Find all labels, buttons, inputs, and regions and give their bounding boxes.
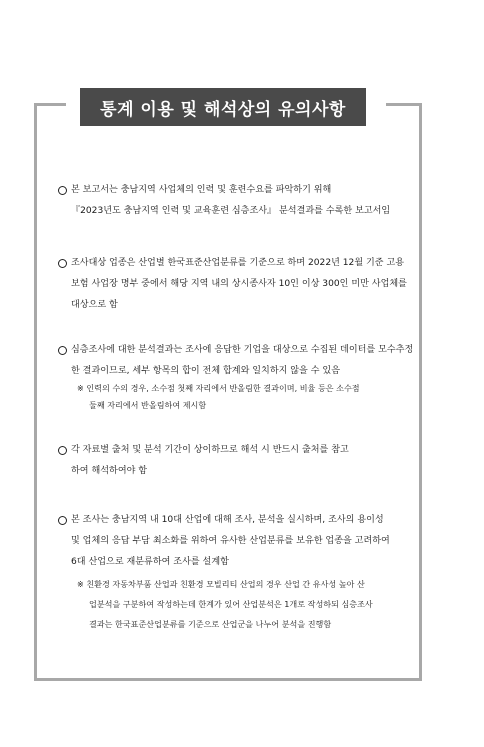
note-line: 본 보고서는 충남지역 사업체의 인력 및 훈련수요를 파악하기 위해 bbox=[71, 185, 332, 195]
note-line: 6대 산업으로 재분류하여 조사를 설계함 bbox=[71, 557, 229, 567]
bullet-icon bbox=[58, 346, 67, 355]
bullet-icon bbox=[58, 259, 67, 268]
sub-note-line: 업분석을 구분하여 작성하는데 한계가 있어 산업분석은 1개로 작성하되 심층조사 bbox=[89, 599, 373, 609]
sub-note-line: ※ 인력의 수의 경우, 소수점 첫째 자리에서 반올림한 결과이며, 비율 등은 소수점 bbox=[77, 383, 360, 393]
note-line: 및 업체의 응답 부담 최소화를 위하여 유사한 산업분류를 보유한 업종을 고려하여 bbox=[71, 536, 390, 546]
note-line: 대상으로 함 bbox=[71, 300, 118, 310]
note-line: 조사대상 업종은 산업별 한국표준산업분류를 기준으로 하며 2022년 12월 기준 고용 bbox=[71, 258, 405, 268]
sub-note-line: 둘째 자리에서 반올림하여 제시함 bbox=[89, 400, 207, 410]
sub-note-line: 결과는 한국표준산업분류를 기준으로 산업군을 나누어 분석을 진행함 bbox=[89, 619, 332, 629]
note-line: 심층조사에 대한 분석결과는 조사에 응답한 기업을 대상으로 수집된 데이터를 모수추정 bbox=[71, 345, 414, 355]
note-line: 각 자료별 출처 및 분석 기간이 상이하므로 해석 시 반드시 출처를 참고 bbox=[71, 445, 349, 455]
note-line: 하여 해석하여야 함 bbox=[71, 466, 148, 476]
bullet-icon bbox=[58, 446, 67, 455]
bullet-icon bbox=[58, 186, 67, 195]
note-line: 본 조사는 충남지역 내 10대 산업에 대해 조사, 분석을 실시하며, 조사의 용이성 bbox=[71, 515, 384, 525]
note-line: 보험 사업장 명부 중에서 해당 지역 내의 상시종사자 10인 이상 300인 미만 사업체를 bbox=[71, 279, 407, 289]
bullet-icon bbox=[58, 516, 67, 525]
note-line: 『2023년도 충남지역 인력 및 교육훈련 심층조사』 분석결과를 수록한 보고서임 bbox=[71, 206, 391, 216]
note-line: 한 결과이므로, 세부 항목의 합이 전체 합계와 일치하지 않을 수 있음 bbox=[71, 366, 340, 376]
page-title: 통계 이용 및 해석상의 유의사항 bbox=[80, 88, 366, 126]
sub-note-line: ※ 친환경 자동차부품 산업과 친환경 모빌리티 산업의 경우 산업 간 유사성 높아 산 bbox=[77, 579, 365, 589]
